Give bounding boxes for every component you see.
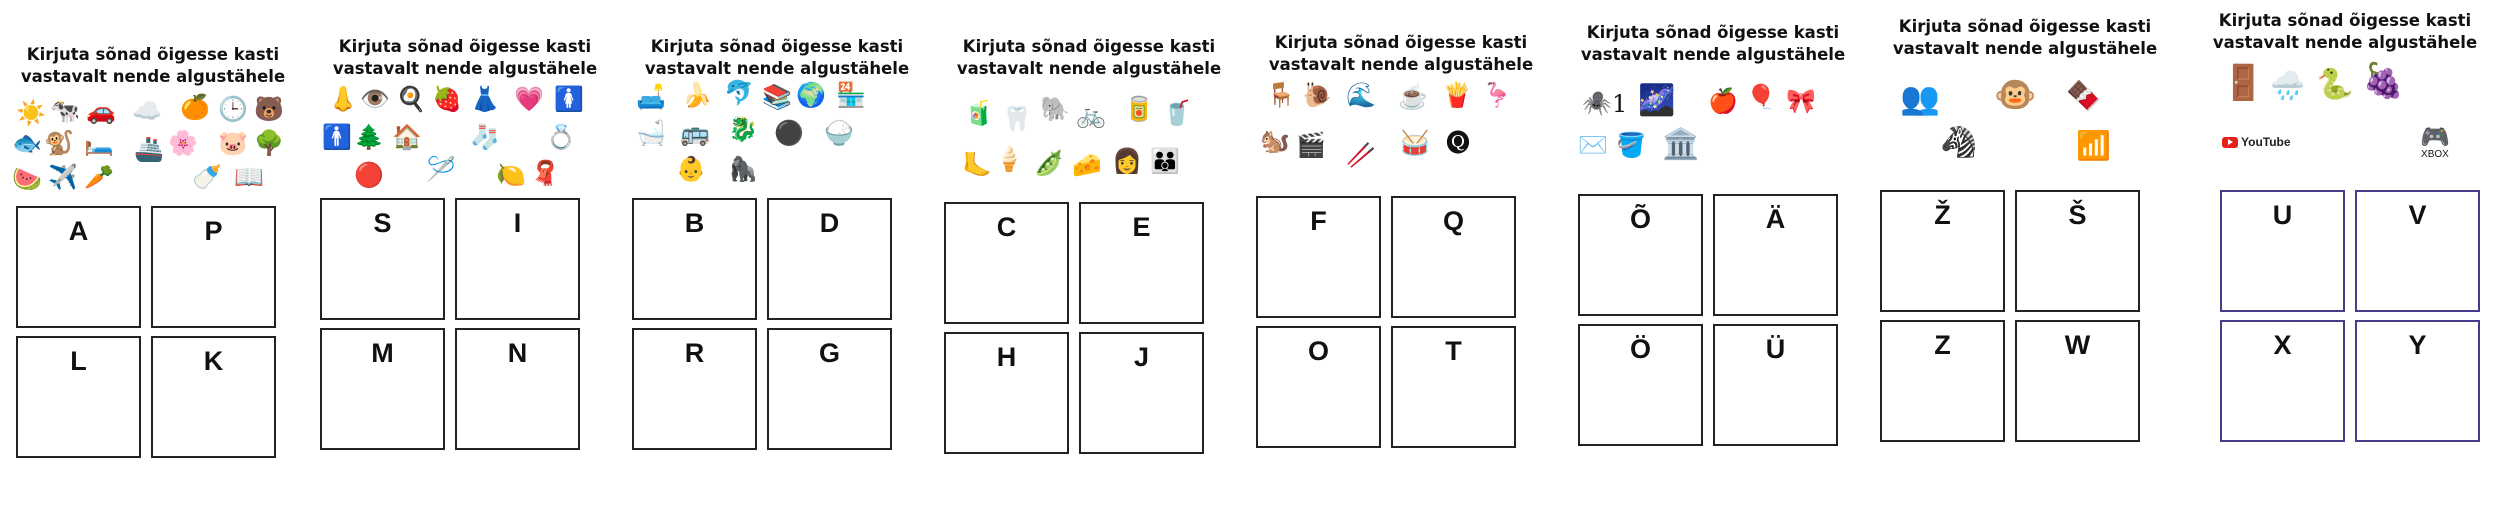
answer-box-g[interactable] <box>767 328 892 450</box>
answer-box-z[interactable] <box>1880 320 2005 442</box>
box-letter: Õ <box>1629 204 1651 234</box>
box-letter: M <box>371 338 394 368</box>
answer-box-t[interactable] <box>1391 326 1516 448</box>
answer-box-s-caron[interactable] <box>2015 190 2140 312</box>
box-letter: Y <box>2408 330 2427 360</box>
cow-icon: 🐄 <box>50 98 80 125</box>
door-icon: 🚪 <box>2222 64 2265 102</box>
zebra-icon: 🦓 <box>1940 126 1978 159</box>
letter-q-icon: 🅠 <box>1446 130 1470 157</box>
ocean-icon: 🌊 <box>1346 82 1376 109</box>
picture-strip <box>1256 80 1546 190</box>
box-letter: F <box>1310 206 1327 236</box>
answer-box-e[interactable] <box>1079 202 1204 324</box>
box-letter: D <box>819 208 840 238</box>
picture-strip <box>8 92 298 202</box>
peas-icon: 🫛 <box>1034 150 1064 177</box>
lemon-icon: 🍋 <box>496 162 526 189</box>
cup-icon: ☕ <box>1398 84 1428 111</box>
worksheet-7 <box>1880 12 2170 482</box>
flamingo-icon: 🦩 <box>1482 82 1512 109</box>
wifi-icon: 📶 <box>2076 130 2111 161</box>
cloud-icon: ☁️ <box>132 98 162 125</box>
tires-icon: ⚫ <box>774 120 804 147</box>
answer-box-u-umlaut[interactable] <box>1713 324 1838 446</box>
answer-box-j[interactable] <box>1079 332 1204 454</box>
box-letter: J <box>1133 342 1150 372</box>
ice-cream-icon: 🍦 <box>994 146 1024 173</box>
answer-box-k[interactable] <box>151 336 276 458</box>
box-letter: T <box>1445 336 1462 366</box>
box-letter: O <box>1307 336 1329 366</box>
woman-icon: 🚺 <box>554 86 584 113</box>
box-letter: Ä <box>1765 204 1786 234</box>
dolphin-icon: 🐬 <box>724 80 754 107</box>
box-letter: R <box>684 338 705 368</box>
worksheet-title: Kirjuta sõnad õigesse kasti vastavalt nende algustähele <box>1268 33 1534 74</box>
car-icon: 🚗 <box>86 98 116 125</box>
number-one-icon: 1 <box>1612 90 1628 118</box>
tree-icon: 🌳 <box>254 130 284 157</box>
button-icon: 🔴 <box>354 162 384 189</box>
envelope-icon: ✉️ <box>1578 132 1608 159</box>
chocolate-icon: 🍫 <box>2066 80 2101 111</box>
xbox-controller-icon: 🎮 XBOX <box>2420 124 2450 160</box>
night-sky-icon: 🌌 <box>1638 84 1676 117</box>
answer-box-v[interactable] <box>2355 190 2480 312</box>
box-letter: Ö <box>1629 334 1651 364</box>
worksheet-title: Kirjuta sõnad õigesse kasti vastavalt nende algustähele <box>956 37 1222 78</box>
box-letter: Š <box>2068 200 2087 230</box>
worksheet-2 <box>320 32 610 502</box>
worksheet-title: Kirjuta sõnad õigesse kasti vastavalt nende algustähele <box>1580 23 1846 64</box>
nose-icon: 👃 <box>328 86 358 113</box>
worksheet-title: Kirjuta sõnad õigesse kasti vastavalt nende algustähele <box>332 37 598 78</box>
airplane-icon: ✈️ <box>48 164 78 191</box>
answer-box-z-caron[interactable] <box>1880 190 2005 312</box>
books-icon: 📚 <box>762 84 792 111</box>
answer-box-o-umlaut[interactable] <box>1578 324 1703 446</box>
monkey-silhouette-icon: 🐵 <box>1994 76 2037 114</box>
cola-can-icon: 🥫 <box>1124 96 1154 123</box>
box-letter: Z <box>1934 330 1951 360</box>
spider-icon: 🕷️ <box>1582 90 1612 117</box>
gorilla-icon: 🦍 <box>728 156 758 183</box>
youtube-logo-icon <box>2222 137 2238 148</box>
worksheet-title: Kirjuta sõnad õigesse kasti vastavalt nende algustähele <box>1892 17 2158 58</box>
grapes-icon: 🍇 <box>2362 62 2405 100</box>
baby-icon: 👶 <box>676 156 706 183</box>
foot-icon: 🦶 <box>962 152 992 179</box>
picture-strip <box>632 82 922 192</box>
answer-box-a[interactable] <box>16 206 141 328</box>
box-letter: N <box>507 338 528 368</box>
house-icon: 🏠 <box>392 124 422 151</box>
globe-icon: 🌍 <box>796 82 826 109</box>
ring-icon: 💍 <box>546 124 576 151</box>
answer-box-m[interactable] <box>320 328 445 450</box>
worksheet-5 <box>1256 28 1546 498</box>
box-letter: L <box>70 346 87 376</box>
scarf-icon: 🧣 <box>530 160 560 187</box>
box-letter: I <box>513 208 522 238</box>
answer-box-b[interactable] <box>632 198 757 320</box>
eye-icon: 👁️ <box>360 86 390 113</box>
hair-icon: 👩 <box>1112 148 1142 175</box>
answer-box-i[interactable] <box>455 198 580 320</box>
youtube-icon: YouTube <box>2222 136 2291 148</box>
bear-icon: 🐻 <box>254 96 284 123</box>
balloons-icon: 🎈 <box>1746 84 1776 111</box>
socks-icon: 🧦 <box>470 124 500 151</box>
picture-strip <box>1880 68 2170 178</box>
monkey-icon: 🐒 <box>44 130 74 157</box>
pillow-icon: 🛏️ <box>84 130 114 157</box>
worksheet-8 <box>2200 6 2490 476</box>
picture-strip <box>1568 76 1858 186</box>
answer-box-q[interactable] <box>1391 196 1516 318</box>
clapperboard-icon: 🎬 <box>1296 132 1326 159</box>
university-icon: 🏛️ <box>1662 128 1700 161</box>
worksheet-title: Kirjuta sõnad õigesse kasti vastavalt nende algustähele <box>2212 11 2478 52</box>
forest-icon: 🌲 <box>354 124 384 151</box>
box-letter: Q <box>1442 206 1464 236</box>
squirrel-icon: 🐿️ <box>1260 128 1290 155</box>
bathtub-icon: 🛁 <box>636 120 666 147</box>
answer-box-f[interactable] <box>1256 196 1381 318</box>
answer-box-p[interactable] <box>151 206 276 328</box>
answer-box-o[interactable] <box>1256 326 1381 448</box>
egg-icon: 🍳 <box>396 86 426 113</box>
clock-icon: 🕒 <box>218 96 248 123</box>
bicycle-icon: 🚲 <box>1076 102 1106 129</box>
box-letter: X <box>2273 330 2292 360</box>
flowers-icon: 🌸 <box>168 130 198 157</box>
box-letter: S <box>373 208 392 238</box>
answer-box-w[interactable] <box>2015 320 2140 442</box>
snake-icon: 🐍 <box>2316 68 2354 101</box>
box-letter: W <box>2064 330 2091 360</box>
picture-strip <box>2200 58 2490 168</box>
chair-icon: 🪑 <box>1266 82 1296 109</box>
rice-icon: 🍚 <box>824 120 854 147</box>
fries-icon: 🍟 <box>1442 82 1472 109</box>
snail-icon: 🐌 <box>1302 82 1332 109</box>
box-letter: K <box>203 346 224 376</box>
answer-box-u[interactable] <box>2220 190 2345 312</box>
answer-box-n[interactable] <box>455 328 580 450</box>
man-icon: 🚹 <box>322 124 352 151</box>
jury-icon: 👥 <box>1900 80 1940 116</box>
box-letter: C <box>996 212 1017 242</box>
box-letter: H <box>996 342 1017 372</box>
bucket-icon: 🪣 <box>1616 132 1646 159</box>
sun-icon: ☀️ <box>16 100 46 127</box>
answer-box-o-tilde[interactable] <box>1578 194 1703 316</box>
soda-icon: 🥤 <box>1162 100 1192 127</box>
heart-icon: 💗 <box>514 86 544 113</box>
answer-box-h[interactable] <box>944 332 1069 454</box>
family-icon: 👪 <box>1150 148 1180 175</box>
watermelon-icon: 🍉 <box>12 166 42 193</box>
box-letter: Ü <box>1765 334 1786 364</box>
worksheet-title: Kirjuta sõnad õigesse kasti vastavalt nende algustähele <box>20 45 286 86</box>
box-letter: U <box>2272 200 2293 230</box>
answer-box-s[interactable] <box>320 198 445 320</box>
answer-box-a-umlaut[interactable] <box>1713 194 1838 316</box>
box-letter: A <box>68 216 89 246</box>
stick-icon: 🥢 <box>1346 142 1376 169</box>
box-letter: P <box>204 216 223 246</box>
pig-icon: 🐷 <box>218 130 248 157</box>
worksheet-4 <box>944 32 1234 502</box>
ship-icon: 🚢 <box>134 136 164 163</box>
answer-box-r[interactable] <box>632 328 757 450</box>
rain-cloud-icon: 🌧️ <box>2270 70 2305 101</box>
picture-strip <box>320 84 610 194</box>
answer-box-c[interactable] <box>944 202 1069 324</box>
worksheet-6 <box>1568 18 1858 488</box>
answer-box-d[interactable] <box>767 198 892 320</box>
worksheet-title: Kirjuta sõnad õigesse kasti vastavalt nende algustähele <box>644 37 910 78</box>
box-letter: B <box>684 208 705 238</box>
bottle-icon: 🍼 <box>192 164 222 191</box>
box-letter: V <box>2408 200 2427 230</box>
ribbon-icon: 🎀 <box>1786 88 1816 115</box>
fish-icon: 🐟 <box>12 130 42 157</box>
box-letter: E <box>1132 212 1151 242</box>
juice-icon: 🧃 <box>964 100 994 127</box>
strawberry-icon: 🍓 <box>432 86 462 113</box>
picture-strip <box>944 84 1234 194</box>
garage-icon: 🏪 <box>836 82 866 109</box>
box-letter: Ž <box>1934 200 1951 230</box>
apple-icon: 🍎 <box>1708 88 1738 115</box>
box-letter: G <box>818 338 840 368</box>
drum-icon: 🥁 <box>1400 130 1430 157</box>
skirt-icon: 👗 <box>470 86 500 113</box>
sofa-icon: 🛋️ <box>636 84 666 111</box>
dragon-icon: 🐉 <box>728 116 758 143</box>
bus-icon: 🚌 <box>680 120 710 147</box>
book-icon: 📖 <box>234 164 264 191</box>
cheese-icon: 🧀 <box>1072 152 1102 179</box>
elephant-icon: 🐘 <box>1040 96 1070 123</box>
answer-box-l[interactable] <box>16 336 141 458</box>
orange-icon: 🍊 <box>180 94 210 121</box>
answer-box-y[interactable] <box>2355 320 2480 442</box>
worksheet-3 <box>632 32 922 502</box>
banana-icon: 🍌 <box>682 82 712 109</box>
carrot-icon: 🥕 <box>84 164 114 191</box>
teeth-icon: 🦷 <box>1002 106 1032 133</box>
needle-icon: 🪡 <box>426 156 456 183</box>
answer-box-x[interactable] <box>2220 320 2345 442</box>
worksheet-1 <box>8 40 298 510</box>
